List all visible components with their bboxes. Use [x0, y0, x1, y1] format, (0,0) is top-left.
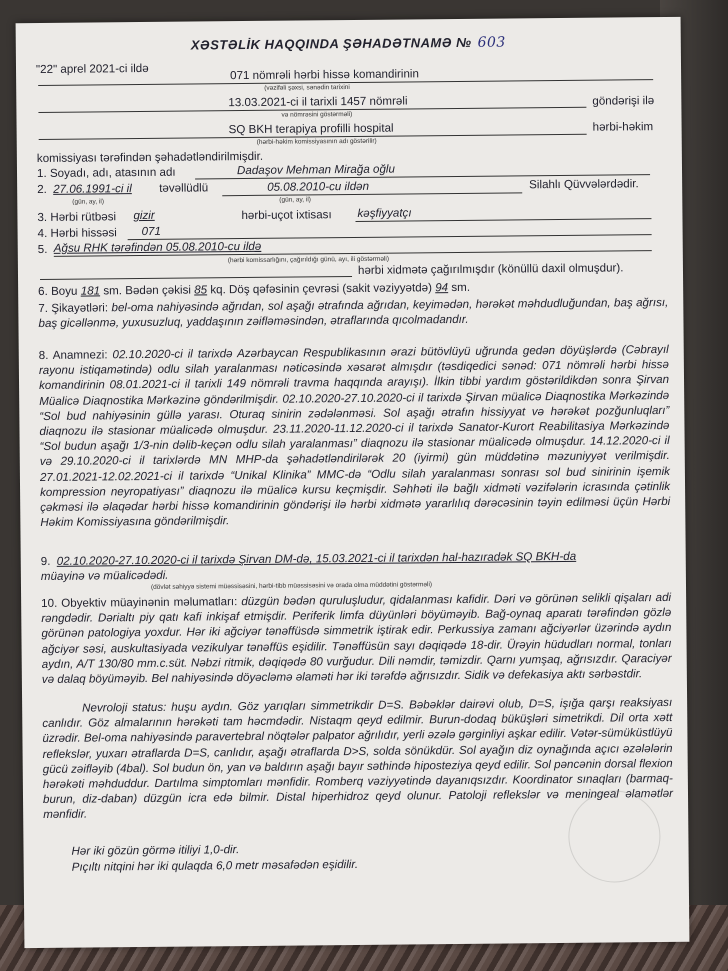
weight-value: 85 [194, 283, 208, 297]
field-2-label: 2. [37, 182, 47, 197]
commission-suffix: hərbi-həkim [592, 120, 654, 134]
sent-suffix: göndərişi ilə [592, 94, 655, 108]
field-1-label: 1. Soyadı, adı, atasının adı [36, 165, 176, 181]
field-6 [38, 281, 470, 299]
birth-date-value: 27.06.1991-ci il [53, 182, 132, 196]
field-6-weight-label: sm. Bədən çəkisi [103, 283, 191, 298]
conscription-value: Ağsu RHK tərəfindən 05.08.2010-cu ildə [53, 239, 262, 255]
rank-value: gizir [133, 208, 155, 223]
field-2-suffix: Silahlı Qüvvələrdədir. [529, 177, 639, 192]
hearing-line: Pıçıltı nitqini hər iki qulaqda 6,0 metr məsafədən eşidilir. [71, 857, 359, 874]
field-6-chest-label: kq. Döş qəfəsinin çevrəsi (sakit vəziyyətdə) [210, 281, 433, 297]
complaints-label: 7. Şikayətləri: [38, 301, 109, 316]
field-5-suffix: hərbi xidmətə çağırılmışdır (könüllü daxil olmuşdur). [357, 261, 624, 277]
treatment-place-cont: müayinə və müalicədədi. [40, 568, 169, 583]
caption-date-2: (gün, ay, il) [279, 196, 311, 204]
chest-value: 94 [435, 281, 449, 295]
certificate-document [16, 17, 690, 948]
field-6-unit: sm. [451, 280, 471, 295]
service-since-value: 05.08.2010-cu ildən [267, 179, 370, 194]
field-4-underline [128, 234, 652, 240]
order-reference-value: 13.03.2021-ci il tarixli 1457 nömrəli [228, 94, 408, 110]
commission-line: komissiyası tərəfindən şəhadətləndirilmişdir. [36, 149, 264, 166]
neurological-status-text: Nevroloji status: huşu aydın. Göz yarıqları simmetrikdir D=S. Bəbəklər dairəvi olub, D=S, işığa qarşı reaksiyası canlıdır. Göz almalarının hərəkəti tam həcmdədir. Nistaqm qeyd edilmir. Burun-dodaq büküşləri simetrikdi. Dil orta xətt üzrədir. Bel-oma nahiyəsində paravertebral nöqtələr palpator ağrılıdır, yerli əzələ gərginliyi aşkar edilir. Vətər-sümüküstlüyü reflekslər, yuxarı ətraflarda D=S, canlıdır, aşağı ətraflarda D>S, solda sönükdür. Sol ayağın diz oynağında açıcı əzələlərin gücü zəifləyib (4bal). Sol budun ön, yan və baldırın aşağı bayır səthində hiposteziya qeyd edilir. Sol pəncənin dorsal flexion hərəkəti məhduddur. Dartılma simptomları mənfidir. Romberq vəziyyətində dayanıqsızdır. Koordinator sınaqları (barmaq-burun, diz-daban) düzgün icra edə bilmir. Distal hiperhidroz qeyd olunur. Patoloji reflekslər və meningeal əlamətlər mənfidir. [42, 695, 674, 822]
field-1-value: Dadaşov Mehman Mirağa oğlu [236, 162, 395, 178]
complaints-paragraph [38, 295, 668, 331]
complaints-text: bel-oma nahiyəsində ağrıdan, sol aşağı ətrafında ağrıdan, keyimədən, hərəkət məhdudluğundan, baş ağrısı, baş gicəllənmə, yuxusuzluq, yaddaşının zəifləməsindən, ətraflarında qıcolmadandır. [38, 295, 669, 331]
document-title [16, 33, 681, 55]
objective-exam-paragraph [41, 590, 672, 687]
unit-commander-value: 071 nömrəli hərbi hissə komandirinin [230, 67, 419, 83]
vision-line: Hər iki gözün görmə itiliyi 1,0-dir. [71, 843, 240, 858]
caption-number: və nömrəsini göstərməli) [281, 110, 353, 119]
anamnesis-text: 02.10.2020-ci il tarixdə Azərbaycan Respublikasının ərazi bütövlüyü uğrunda gedən döyüşlərdə (Cəbrayıl rayonu istiqamətində) odlu silah yaralanması nəticəsində xəsarət almışdır (təsdiqedici sənəd: 071 nömrəli hərbi hissə komandirinin 08.01.2021-ci il tarixli 149 nömrəli travma haqqında arayışı). İlkin tibbi yardım göstərildikdən sonra Şirvan Müalicə Diaqnostika Mərkəzinə göndərilmişdir. 02.10.2020-27.10.2020-ci il tarixdə Şirvan müalicə Diaqnostika Mərkəzində “Sol bud nahiyəsinin güllə yarası. Oturaq sinirin zədələnməsi. Sol aşağı ətrafın hissiyyat və hərəkət pozğunluqları” diaqnozu ilə stasionar müalicədə olmuşdur. 23.11.2020-11.12.2020-ci il tarixdə Sanator-Kurort Reabilitasiya Mərkəzində “Sol budun aşağı 1/3-nin dəlib-keçən odlu silah yaralanması” diaqnozu ilə stasionar müalicədə olmuşdur. 14.12.2020-ci il və 29.10.2020-ci il tarixlərdə MN MHP-da şəhadətləndirilərək 20 (iyirmi) gün müddətinə məzuniyyət verilmişdir. 27.01.2021-12.02.2021-ci il tarixdə “Unikal Klinika” MMC-də “Odlu silah yaralanması sonrası sol bud sinirinin işemik kompression neyropatiyası” diaqnozu ilə müalicə kursu keçmişdir. Səhhəti ilə bağlı xidməti vəzifələrin icrasında çətinlik çəkməsi ilə əlaqədar hərbi hissə komandirinin göndərişi ilə hərbi xidmətə yararlılıq dərəcəsinin təyin edilməsi üçün Hərbi Həkim Komissiyasına göndərilmişdir. [38, 342, 671, 530]
document-number: 603 [477, 34, 506, 51]
title-text: XƏSTƏLİK HAQQINDA ŞƏHADƏTNAMƏ № [190, 34, 472, 53]
hospital-value: SQ BKH terapiya profilli hospital [228, 121, 394, 137]
objective-exam-label: 10. Obyektiv müayinənin məlumatları: [41, 595, 238, 610]
field-5-label: 5. [37, 242, 48, 257]
military-unit-value: 071 [141, 224, 161, 239]
caption-field-9: (dövlət səhiyyə sistemi müəssisəsini, hərbi-tibb müəssisəsini və orada olma müddətini göstərməli) [150, 581, 433, 591]
caption-date-1: (gün, ay, il) [72, 198, 105, 206]
field-2-mid: təvəllüdlü [159, 181, 209, 195]
caption-official: (vəzifəli şəxsi, sənədin tarixini [264, 84, 350, 92]
specialty-value: kəşfiyyatçı [357, 206, 412, 220]
anamnesis-paragraph [39, 342, 671, 530]
field-3-mid: hərbi-uçot ixtisası [241, 208, 332, 223]
height-value: 181 [80, 284, 101, 298]
neurological-status-paragraph [42, 695, 673, 823]
caption-commission: (hərbi-həkim komissiyasının adı göstərilir) [256, 137, 377, 146]
field-9-label: 9. [40, 554, 51, 568]
field-6-height-label: 6. Boyu [38, 284, 78, 299]
faded-stamp [568, 790, 661, 883]
issue-date: "22" aprel 2021-ci ildə [35, 61, 149, 77]
anamnesis-label: 8. Anamnezi: [38, 348, 108, 363]
field-5-underline-2 [40, 276, 352, 280]
treatment-place-value: 02.10.2020-27.10.2020-ci il tarixdə Şirvan DM-də, 15.03.2021-ci il tarixdən hal-hazıradək SQ BKH-da [56, 549, 577, 568]
objective-exam-text: düzgün bədən quruluşludur, qidalanması kafidir. Dəri və görünən selikli qişaları adi rəngdədir. Dərialtı piy qatı kafi inkişaf etmişdir. Periferik limfa düyünləri böyüməyib. Bağ-oynaq aparatı tərəfindən gözlə görünən patologiya yoxdur. Hər iki ağciyər tənəffüsdə simmetrik iştirak edir. Perkussiya zamanı ağciyərlər üzərində aydın ağciyər səsi, auskultasiyada vezikulyar tənəffüs eşidilir. Tənəffüsün sayı dəqiqədə 18-dir. Ürəyin hüdudları normal, tonları aydın, A/T 130/80 mm.c.süt. Nəbzi ritmik, dəqiqədə 80 vurğudur. Dili nəmdir, təmizdir. Qarnı yumşaq, ağrısızdır. Qaraciyər və dalaq böyüməyib. Bel nahiyəsində döyəcləmə əlaməti hər iki tərəfdə ağrısızdır. Sidik və defekasiya aktı sərbəstdir. [41, 590, 672, 687]
field-3-label: 3. Hərbi rütbəsi [37, 210, 117, 225]
field-4-label: 4. Hərbi hissəsi [37, 226, 117, 241]
caption-field-5: (hərbi komissarlığını, çağırıldığı günü, ayı, ili göstərməli) [227, 255, 390, 265]
